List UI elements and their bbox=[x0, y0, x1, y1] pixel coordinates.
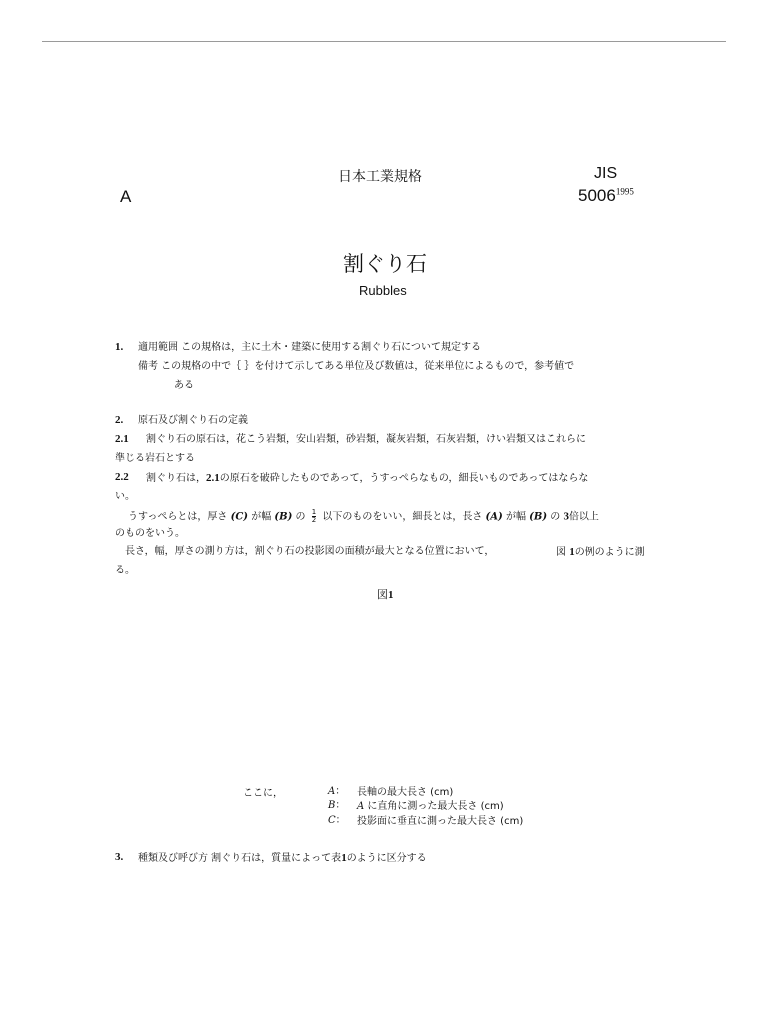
jis-category: A bbox=[120, 187, 132, 206]
figure-caption-number: 1 bbox=[388, 589, 394, 601]
thin-def-e: が幅 bbox=[505, 511, 526, 523]
symbol-c: (C) bbox=[230, 511, 249, 523]
legend-symbol: C bbox=[328, 815, 336, 826]
thin-def-c: の bbox=[295, 511, 306, 523]
legend-intro: ここに， bbox=[243, 788, 283, 799]
standard-name: 日本工業規格 bbox=[338, 169, 422, 185]
sec3-table-ref: 1 bbox=[341, 852, 347, 864]
sec1-remark-line1: 備考 この規格の中で｛ ｝を付けて示してある単位及び数値は，従来単位によるもので，参考値で bbox=[138, 361, 575, 372]
fraction-denominator: 2 bbox=[311, 516, 317, 524]
sec3-text bbox=[138, 852, 427, 865]
sec21-line2: 準じる岩石とする bbox=[115, 453, 195, 464]
figure-caption-word: 図 bbox=[377, 588, 388, 601]
legend-symbol: B bbox=[328, 800, 336, 811]
thin-def-line1 bbox=[128, 509, 599, 524]
legend-text-a: 長軸の最大長さ (cm) bbox=[357, 787, 454, 798]
symbol-a: (A) bbox=[485, 511, 503, 523]
measure-text: 長さ，幅，厚さの測り方は，割ぐり石の投影図の面積が最大となる位置において， bbox=[125, 546, 495, 557]
jis-number bbox=[578, 186, 634, 206]
legend-text-b bbox=[357, 801, 504, 813]
thin-def-a: うすっぺらとは，厚さ bbox=[128, 511, 228, 523]
measure-fig-ref bbox=[556, 546, 645, 559]
thin-def-g: 倍以上 bbox=[568, 511, 599, 523]
thin-def-d: 以下のものをいい，細長とは，長さ bbox=[322, 511, 483, 523]
jis-number-value: 5006 bbox=[578, 186, 616, 205]
measure-tail: の例のように測 bbox=[574, 547, 645, 558]
sec3-number: 3. bbox=[115, 851, 124, 863]
thin-def-f: の bbox=[550, 511, 561, 523]
sec22-ref: 2.1 bbox=[206, 472, 220, 484]
sec1-number: 1. bbox=[115, 341, 124, 353]
sec1-remark-line2: ある bbox=[174, 380, 194, 391]
legend-text-c: 投影面に垂直に測った最大長さ (cm) bbox=[357, 816, 524, 827]
sec22-post: の原石を破砕したものであって，うすっぺらなもの，細長いものであってはならな bbox=[219, 473, 589, 484]
fraction-numerator: 1 bbox=[311, 508, 317, 516]
legend-inline-symbol: A bbox=[357, 801, 365, 812]
legend-item-c bbox=[328, 815, 346, 827]
symbol-b-2: (B) bbox=[529, 511, 548, 523]
legend-text: に直角に測った最大長さ (cm) bbox=[367, 801, 504, 812]
thin-def-three: 3 bbox=[563, 510, 569, 523]
page-title: 割ぐり石 bbox=[343, 252, 427, 276]
sec22-pre: 割ぐり石は， bbox=[146, 473, 206, 484]
sec3-pre: 種類及び呼び方 割ぐり石は，質量によって表 bbox=[138, 853, 342, 864]
sec2-number: 2. bbox=[115, 414, 124, 426]
jis-year: 1995 bbox=[615, 186, 634, 197]
measure-line2: る。 bbox=[115, 565, 135, 576]
top-rule bbox=[42, 41, 726, 42]
legend-colon: ： bbox=[335, 800, 346, 811]
legend-item-b bbox=[328, 800, 345, 812]
figure-caption bbox=[377, 586, 394, 602]
sec22-line1 bbox=[146, 472, 588, 485]
measure-fig-word: 図 bbox=[556, 547, 566, 558]
legend-colon: ： bbox=[335, 786, 346, 797]
fraction-half bbox=[312, 509, 316, 524]
sec21-number: 2.1 bbox=[115, 433, 129, 445]
legend-colon: ： bbox=[335, 815, 346, 826]
sec2-heading: 原石及び割ぐり石の定義 bbox=[138, 415, 248, 426]
thin-def-b: が幅 bbox=[251, 511, 272, 523]
sec3-post: のように区分する bbox=[346, 853, 427, 864]
page-subtitle: Rubbles bbox=[359, 283, 407, 298]
legend-item-a bbox=[328, 786, 345, 798]
sec21-line1: 割ぐり石の原石は，花こう岩類，安山岩類，砂岩類，凝灰岩類，石灰岩類，けい岩類又はこれらに bbox=[146, 434, 586, 445]
sec1-text: 適用範囲 この規格は，主に土木・建築に使用する割ぐり石について規定する bbox=[138, 342, 481, 353]
symbol-b: (B) bbox=[274, 511, 293, 523]
thin-def-line2: のものをいう。 bbox=[115, 528, 185, 539]
sec22-number: 2.2 bbox=[115, 471, 129, 483]
legend-symbol: A bbox=[328, 786, 336, 797]
sec22-line2: い。 bbox=[115, 491, 135, 502]
jis-label: JIS bbox=[594, 165, 618, 182]
measure-fig-number: 1 bbox=[569, 546, 575, 558]
measure-line1 bbox=[125, 546, 660, 558]
